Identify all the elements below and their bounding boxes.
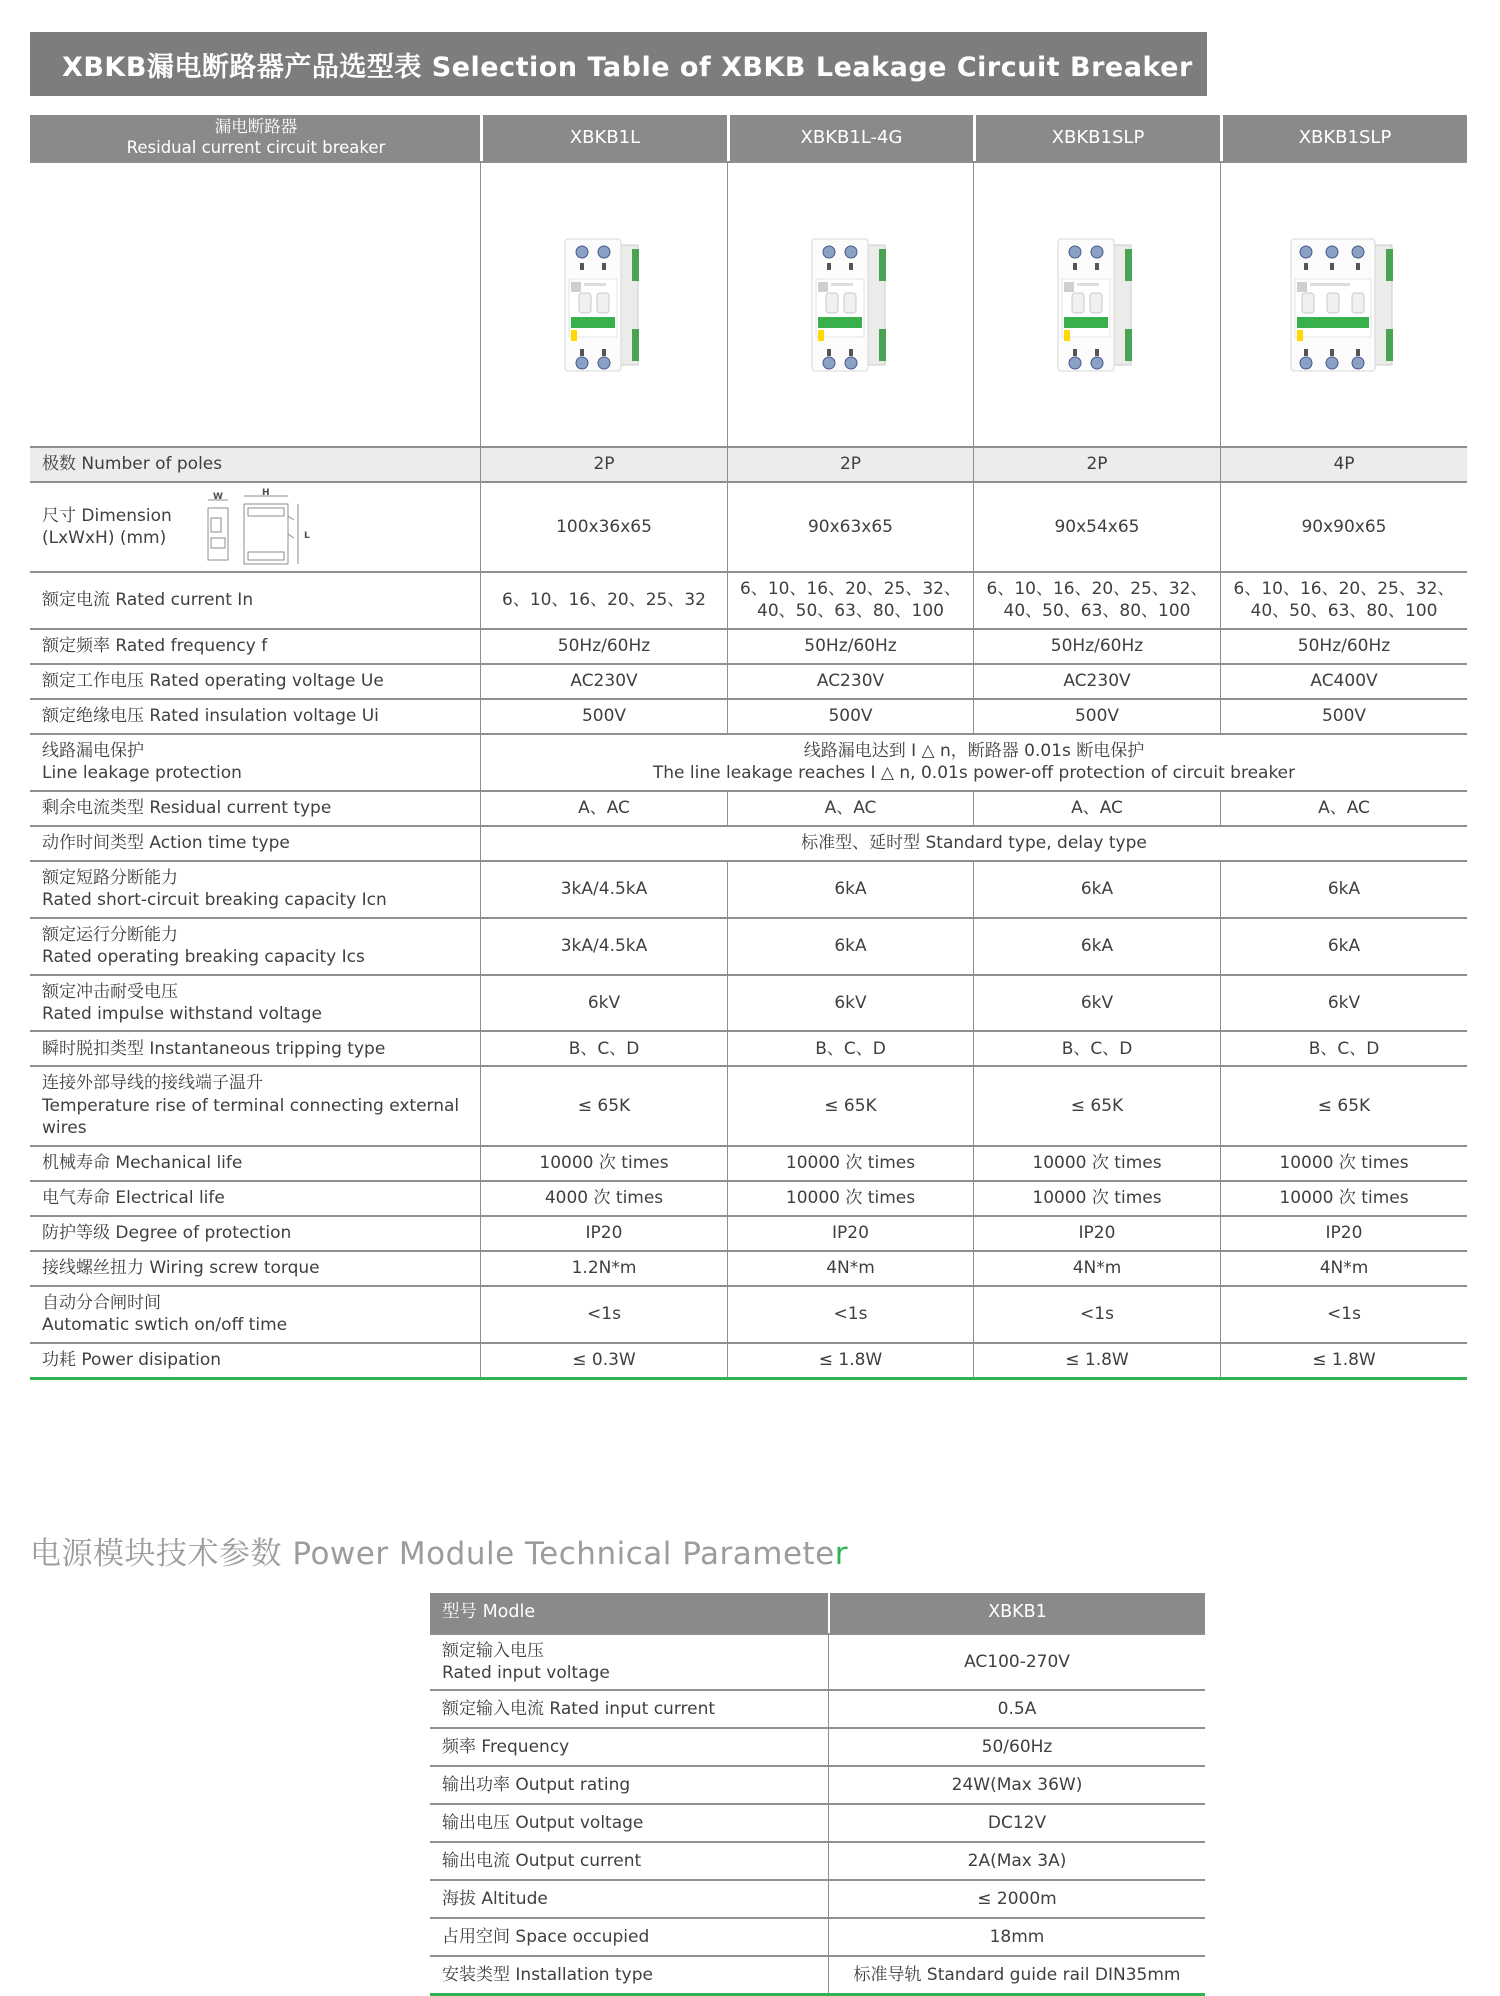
spec-value: 500V [480,700,727,733]
spec-value: ≤ 65K [480,1067,727,1144]
selection-table-header-row [30,115,1467,161]
selection-table [30,115,1467,1377]
spec-value: IP20 [973,1217,1220,1250]
spec-value: <1s [727,1287,973,1342]
spec-value: 3kA/4.5kA [480,862,727,917]
breaker-4pole-image [1286,237,1402,373]
spec-value: 2P [480,448,727,481]
product-cell [480,163,727,446]
spec-value: ≤ 1.8W [727,1344,973,1377]
spec-row-power-dissipation [30,1342,1467,1377]
spec-label: 自动分合闸时间 Automatic swtich on/off time [42,1292,288,1336]
spec-value: 3kA/4.5kA [480,919,727,974]
spec-value: IP20 [727,1217,973,1250]
spec-row-ics [30,917,1467,974]
spec-label: 连接外部导线的接线端子温升 Temperature rise of terminal connecting external wires [42,1073,460,1139]
power-row-output-rating [430,1765,1205,1803]
breaker-2pole-image [807,237,895,373]
spec-value: 4N*m [1220,1252,1467,1285]
power-table-header-row [430,1593,1205,1633]
spec-value: 90x54x65 [973,483,1220,571]
product-cell [727,163,973,446]
product-image-row [30,161,1467,446]
breaker-2pole-image [1053,237,1141,373]
spec-value: ≤ 1.8W [973,1344,1220,1377]
spec-label: 额定频率 Rated frequency f [42,636,268,657]
spec-value: 50Hz/60Hz [1220,630,1467,663]
power-value: 24W(Max 36W) [828,1767,1205,1803]
spec-value: B、C、D [480,1032,727,1065]
spec-value: 6kA [727,862,973,917]
spec-value: 4N*m [973,1252,1220,1285]
spec-row-protection-degree [30,1215,1467,1250]
spec-value: 6kV [727,976,973,1031]
dimension-h-label: H [261,488,270,498]
section-title-text: 电源模块技术参数 Power Module Technical Paramete [30,1535,835,1572]
spec-label: 瞬时脱扣类型 Instantaneous tripping type [42,1038,386,1059]
power-label: 输出功率 Output rating [442,1775,631,1796]
spec-label: 额定冲击耐受电压 Rated impulse withstand voltage [42,981,322,1024]
spec-label: 接线螺丝扭力 Wiring screw torque [42,1257,320,1278]
spec-value: 500V [727,700,973,733]
spec-label: 线路漏电保护 Line leakage protection [42,740,242,784]
power-value: 0.5A [828,1691,1205,1727]
spec-row-impulse-voltage [30,974,1467,1031]
spec-value: 10000 次 times [973,1182,1220,1215]
spec-value: B、C、D [973,1032,1220,1065]
spec-row-icn [30,860,1467,917]
page-title: XBKB漏电断路器产品选型表 Selection Table of XBKB Leakage Circuit Breaker [62,51,1193,83]
power-row-output-voltage [430,1803,1205,1841]
spec-value: 6kA [1220,862,1467,917]
spec-row-tripping-type [30,1030,1467,1065]
spec-row-screw-torque [30,1250,1467,1285]
spec-value: 4N*m [727,1252,973,1285]
spec-value: 6kV [480,976,727,1031]
spec-value: 6kA [973,919,1220,974]
spec-row-poles [30,446,1467,481]
spec-label: 额定运行分断能力 Rated operating breaking capacity Ics [42,924,365,968]
spec-value-merged: 线路漏电达到 I △ n，断路器 0.01s 断电保护 The line leakage reaches I △ n, 0.01s power-off protection of circuit breaker [480,735,1467,790]
model-column-header: XBKB1L [480,115,727,161]
spec-value: A、AC [480,792,727,825]
spec-value: AC230V [480,665,727,698]
power-module-section-title [30,1528,1500,1573]
header-label-zh: 漏电断路器 [214,117,298,136]
spec-label: 机械寿命 Mechanical life [42,1152,243,1173]
spec-value: 500V [1220,700,1467,733]
spec-value: B、C、D [727,1032,973,1065]
spec-value: AC230V [973,665,1220,698]
spec-value: B、C、D [1220,1032,1467,1065]
power-header-label: 型号 Modle [430,1593,828,1633]
power-row-space-occupied [430,1917,1205,1955]
spec-label: 电气寿命 Electrical life [42,1187,225,1208]
power-value: 2A(Max 3A) [828,1843,1205,1879]
spec-value: 100x36x65 [480,483,727,571]
spec-value: <1s [973,1287,1220,1342]
spec-value-merged: 标准型、延时型 Standard type, delay type [480,827,1467,860]
model-column-header: XBKB1SLP [973,115,1220,161]
power-label: 占用空间 Space occupied [442,1927,650,1948]
header-label-en: Residual current circuit breaker [126,137,386,157]
spec-value: AC400V [1220,665,1467,698]
empty-cell [30,163,480,446]
spec-value: 50Hz/60Hz [727,630,973,663]
spec-value: A、AC [727,792,973,825]
spec-value: 6、10、16、20、25、32、40、50、63、80、100 [973,573,1220,628]
spec-value: 90x63x65 [727,483,973,571]
datasheet-page [0,32,1500,1986]
dimension-l-label: L [303,531,310,541]
spec-value: 10000 次 times [1220,1182,1467,1215]
dimension-diagram-icon [198,488,324,566]
spec-row-action-time [30,825,1467,860]
power-value: DC12V [828,1805,1205,1841]
model-column-header: XBKB1SLP [1220,115,1467,161]
power-row-input-current [430,1689,1205,1727]
power-label: 安装类型 Installation type [442,1965,653,1986]
power-row-input-voltage [430,1633,1205,1690]
spec-value: 10000 次 times [727,1147,973,1180]
spec-value: 6kV [1220,976,1467,1031]
spec-value: 6kA [1220,919,1467,974]
spec-value: 6kA [727,919,973,974]
spec-value: 4000 次 times [480,1182,727,1215]
product-cell [1220,163,1467,446]
spec-value: 6kA [973,862,1220,917]
power-label: 海拔 Altitude [442,1889,548,1910]
spec-value: 10000 次 times [480,1147,727,1180]
spec-value: A、AC [973,792,1220,825]
spec-value: A、AC [1220,792,1467,825]
spec-row-rated-current [30,571,1467,628]
power-row-output-current [430,1841,1205,1879]
spec-value: 2P [973,448,1220,481]
spec-row-electrical-life [30,1180,1467,1215]
spec-value: 6、10、16、20、25、32、40、50、63、80、100 [1220,573,1467,628]
spec-value: 50Hz/60Hz [480,630,727,663]
spec-label: 额定短路分断能力 Rated short-circuit breaking capacity Icn [42,867,387,911]
spec-label: 剩余电流类型 Residual current type [42,798,332,819]
model-column-header: XBKB1L-4G [727,115,973,161]
spec-value: 6、10、16、20、25、32 [480,573,727,628]
spec-value: 6、10、16、20、25、32、40、50、63、80、100 [727,573,973,628]
spec-value: IP20 [1220,1217,1467,1250]
spec-row-insulation-voltage [30,698,1467,733]
spec-value: 1.2N*m [480,1252,727,1285]
spec-label: 额定绝缘电压 Rated insulation voltage Ui [42,706,379,727]
power-label: 输出电流 Output current [442,1851,642,1872]
spec-row-dimension [30,481,1467,571]
power-row-installation-type [430,1955,1205,1993]
spec-label: 动作时间类型 Action time type [42,833,290,854]
spec-value: 4P [1220,448,1467,481]
power-value: AC100-270V [828,1635,1205,1690]
dimension-w-label: W [212,492,223,502]
power-module-table [430,1593,1205,1994]
spec-row-auto-switch-time [30,1285,1467,1342]
spec-value: ≤ 65K [1220,1067,1467,1144]
spec-value: 500V [973,700,1220,733]
page-title-bar [30,32,1207,96]
breaker-2pole-image [560,237,648,373]
spec-value: 50Hz/60Hz [973,630,1220,663]
spec-value: ≤ 65K [973,1067,1220,1144]
spec-row-frequency [30,628,1467,663]
spec-value: 10000 次 times [727,1182,973,1215]
spec-row-mechanical-life [30,1145,1467,1180]
section-title-accent: r [834,1535,848,1572]
spec-label: 功耗 Power disipation [42,1349,222,1370]
spec-value: ≤ 0.3W [480,1344,727,1377]
power-header-value: XBKB1 [828,1593,1205,1633]
spec-label [30,483,480,571]
header-label-cell [30,115,480,161]
spec-value: <1s [1220,1287,1467,1342]
spec-value: 90x90x65 [1220,483,1467,571]
spec-row-temperature-rise [30,1065,1467,1144]
power-label: 频率 Frequency [442,1737,570,1758]
spec-value: AC230V [727,665,973,698]
spec-value: ≤ 65K [727,1067,973,1144]
spec-row-residual-type [30,790,1467,825]
spec-label: 额定电流 Rated current In [42,590,254,611]
power-row-frequency [430,1727,1205,1765]
power-value: 标准导轨 Standard guide rail DIN35mm [828,1957,1205,1993]
power-value: ≤ 2000m [828,1881,1205,1917]
spec-value: <1s [480,1287,727,1342]
dimension-label-text: 尺寸 Dimension (LxWxH) (mm) [42,505,172,548]
spec-label: 极数 Number of poles [30,448,480,481]
spec-row-operating-voltage [30,663,1467,698]
spec-value: 6kV [973,976,1220,1031]
power-row-altitude [430,1879,1205,1917]
power-label: 输出电压 Output voltage [442,1813,644,1834]
product-cell [973,163,1220,446]
spec-row-line-leakage [30,733,1467,790]
power-label: 额定输入电流 Rated input current [442,1699,716,1720]
power-label: 额定输入电压 Rated input voltage [442,1640,610,1683]
table-bottom-accent-line [30,1377,1467,1380]
spec-value: 10000 次 times [973,1147,1220,1180]
spec-value: ≤ 1.8W [1220,1344,1467,1377]
spec-value: IP20 [480,1217,727,1250]
power-value: 18mm [828,1919,1205,1955]
spec-label: 额定工作电压 Rated operating voltage Ue [42,671,384,692]
spec-value: 10000 次 times [1220,1147,1467,1180]
spec-label: 防护等级 Degree of protection [42,1222,292,1243]
spec-value: 2P [727,448,973,481]
power-value: 50/60Hz [828,1729,1205,1765]
